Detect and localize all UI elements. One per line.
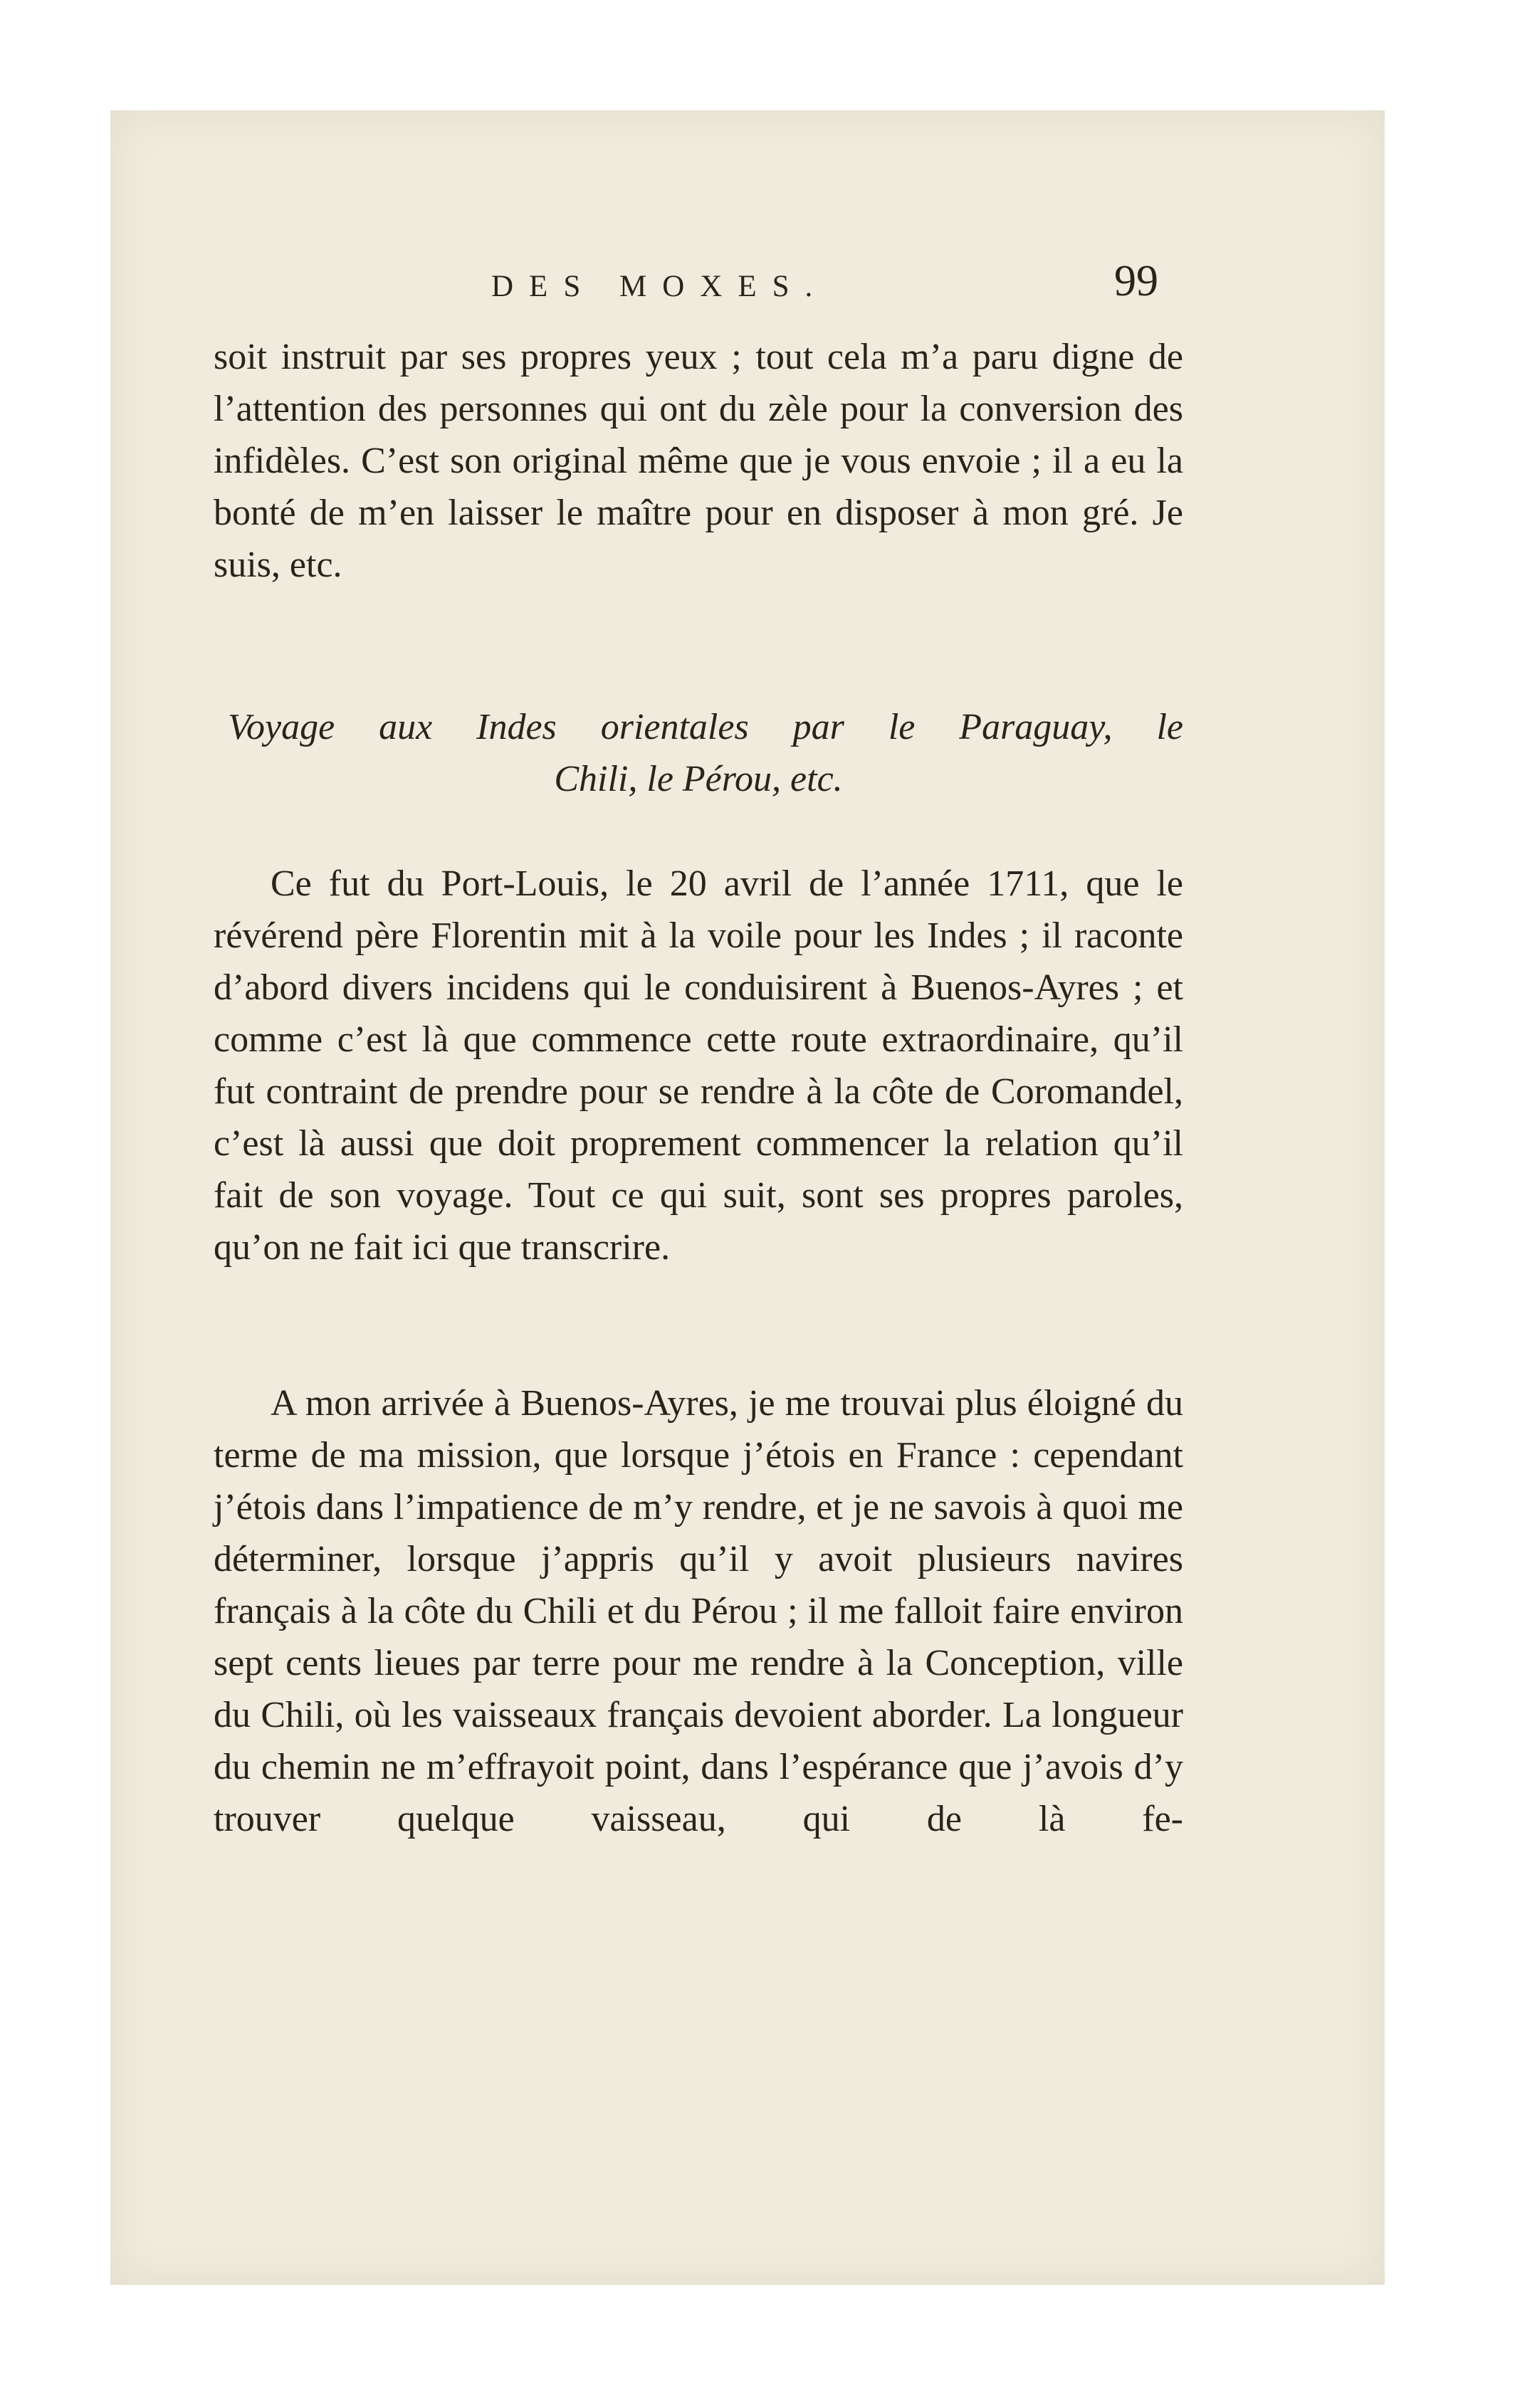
section-title-line-1: Voyage aux Indes orientales par le Paraguay, le: [228, 707, 1183, 747]
paragraph-opening: soit instruit par ses propres yeux ; tout cela m’a paru digne de l’attention des personnes qui ont du zèle pour la conversion des infidèles. C’est son original même que je vous envoie ; il a eu la bonté de m’en laisser le maître pour en disposer à mon gré. Je suis, etc.: [214, 337, 1183, 585]
running-header: DES MOXES.: [491, 270, 829, 303]
page-number: 99: [1114, 257, 1158, 305]
section-title: [214, 701, 1183, 805]
paragraph-narrative: A mon arrivée à Buenos-Ayres, je me trouvai plus éloigné du terme de ma mission, que lorsque j’étois en France : cependant j’étois dans l’impatience de m’y rendre, et je ne savois à quoi me déterminer, lorsque j’appris qu’il y avoit plusieurs navires français à la côte du Chili et du Pérou ; il me falloit faire environ sept cents lieues par terre pour me rendre à la Conception, ville du Chili, où les vaisseaux français devoient aborder. La longueur du chemin ne m’effrayoit point, dans l’espérance que j’avois d’y trouver quelque vaisseau, qui de là fe-: [214, 1383, 1183, 1839]
paragraph-voyage-intro: Ce fut du Port-Louis, le 20 avril de l’année 1711, que le révérend père Florentin mit à la voile pour les Indes ; il raconte d’abord divers incidens qui le conduisirent à Buenos-Ayres ; et comme c’est là que commence cette route extraordinaire, qu’il fut contraint de prendre pour se rendre à la côte de Coromandel, c’est là aussi que doit proprement commencer la relation qu’il fait de son voyage. Tout ce qui suit, sont ses propres paroles, qu’on ne fait ici que transcrire.: [214, 863, 1183, 1268]
section-title-line-2: Chili, le Pérou, etc.: [554, 759, 843, 799]
